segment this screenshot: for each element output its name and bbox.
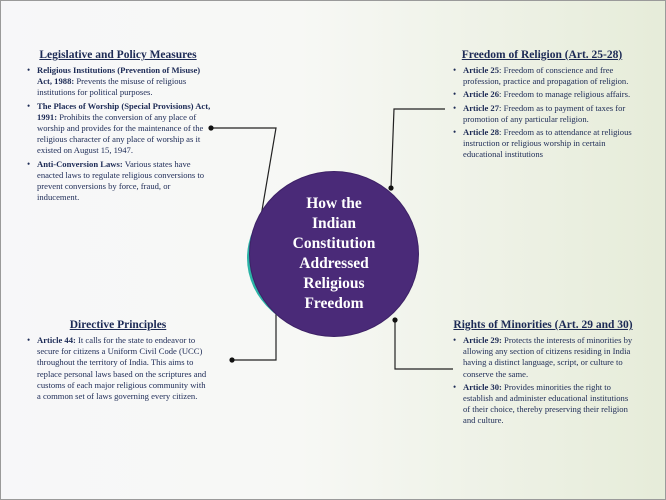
list-item: • Article 25: Freedom of conscience and free profession, practice and propagation of religion. bbox=[463, 65, 633, 87]
panel-minorities-list bbox=[451, 335, 635, 427]
center-title: How the Indian Constitution Addressed Religious Freedom bbox=[292, 195, 376, 312]
list-item: • Article 30: Provides minorities the right to establish and administer educational institutions of their choice, thereby preserving their religion and culture. bbox=[463, 382, 635, 427]
list-item: • Anti-Conversion Laws: Various states have enacted laws to regulate religious conversions to prevent conversions by force, fraud, or inducement. bbox=[37, 159, 211, 204]
panel-directive-list bbox=[25, 335, 211, 402]
list-item: • Article 44: It calls for the state to endeavor to secure for citizens a Uniform Civil Code (UCC) throughout the territory of India. This aims to replace personal laws based on the scriptures and customs of each major religious community with a common set of laws governing every citizen. bbox=[37, 335, 211, 402]
connector-dot-freedom bbox=[388, 185, 393, 190]
connector-freedom bbox=[391, 109, 445, 188]
panel-freedom bbox=[451, 49, 633, 163]
panel-minorities bbox=[451, 319, 635, 429]
list-item: • Article 28: Freedom as to attendance at religious instruction or religious worship in certain educational institutions bbox=[463, 127, 633, 161]
connector-directive bbox=[232, 311, 276, 360]
connector-dot-minorities bbox=[392, 317, 397, 322]
panel-legislative bbox=[25, 49, 211, 205]
list-item: • Religious Institutions (Prevention of Misuse) Act, 1988: Prevents the misuse of religious institutions for political purposes. bbox=[37, 65, 211, 99]
panel-freedom-heading: Freedom of Religion (Art. 25-28) bbox=[461, 49, 623, 61]
panel-minorities-heading: Rights of Minorities (Art. 29 and 30) bbox=[453, 319, 633, 331]
list-item: • The Places of Worship (Special Provisions) Act, 1991: Prohibits the conversion of any place of worship and provides for the maintenance of the religious character of any place of worship as it existed on August 15, 1947. bbox=[37, 101, 211, 157]
panel-legislative-list bbox=[25, 65, 211, 203]
list-item: • Article 27: Freedom as to payment of taxes for promotion of any particular religion. bbox=[463, 103, 633, 125]
panel-freedom-list bbox=[451, 65, 633, 161]
panel-directive bbox=[25, 319, 211, 404]
panel-directive-heading: Directive Principles bbox=[69, 319, 167, 331]
panel-legislative-heading: Legislative and Policy Measures bbox=[39, 49, 197, 61]
list-item: • Article 29: Protects the interests of minorities by allowing any section of citizens residing in India having a distinct language, script, or culture to conserve the same. bbox=[463, 335, 635, 380]
connector-dot-directive bbox=[229, 357, 234, 362]
center-circle bbox=[250, 172, 418, 336]
list-item: • Article 26: Freedom to manage religious affairs. bbox=[463, 89, 633, 100]
connector-minorities bbox=[395, 320, 453, 369]
